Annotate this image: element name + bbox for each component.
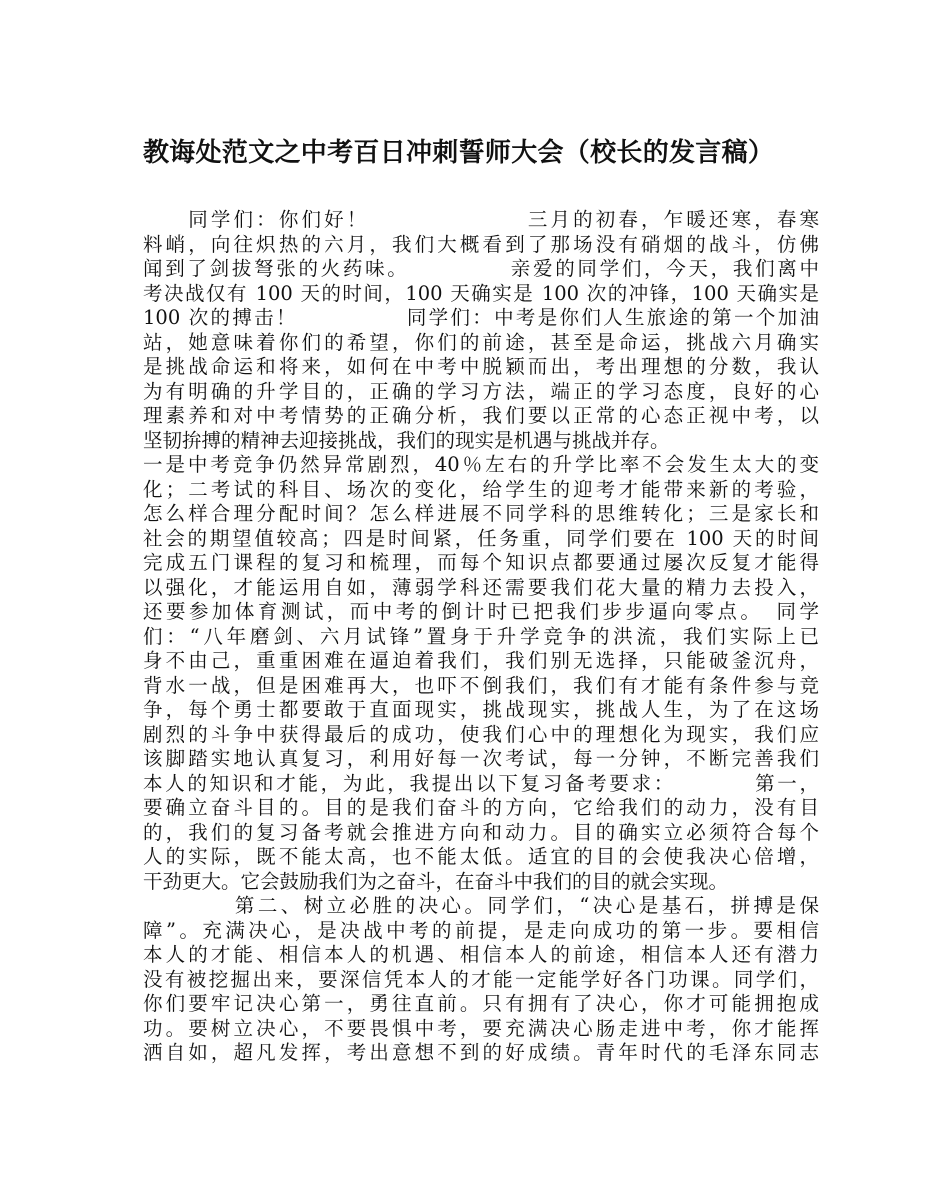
text-line: 要确立奋斗目的。目的是我们奋斗的方向，它给我们的动力，没有目	[143, 796, 819, 819]
text-line: 人的实际，既不能太高，也不能太低。适宜的目的会使我决心倍增，	[143, 845, 819, 868]
text-line: 本人的才能、相信本人的机遇、相信本人的前途，相信本人还有潜力	[143, 943, 819, 966]
text-line: 化；二考试的科目、场次的变化，给学生的迎考才能带来新的考验，	[143, 477, 819, 501]
text-line: 闻到了剑拔弩张的火药味。 亲爱的同学们，今天，我们离中	[143, 257, 819, 280]
text-line: 该脚踏实地认真复习，利用好每一次考试，每一分钟，不断完善我们	[143, 747, 819, 770]
text-line: 的，我们的复习备考就会推进方向和动力。目的确实立必须符合每个	[143, 820, 819, 844]
text-line: 是挑战命运和将来，如何在中考中脱颖而出，考出理想的分数，我认	[143, 355, 819, 378]
text-line: 坚韧拚搏的精神去迎接挑战，我们的现实是机遇与挑战并存。	[143, 428, 670, 452]
text-line: 第二、树立必胜的决心。同学们，“决心是基石，拼搏是保	[143, 894, 819, 917]
text-line: 没有被挖掘出来，要深信凭本人的才能一定能学好各门功课。同学们，	[143, 967, 819, 991]
text-line: 你们要牢记决心第一，勇往直前。只有拥有了决心，你才可能拥抱成	[143, 992, 819, 1015]
text-line: 洒自如，超凡发挥，考出意想不到的好成绩。青年时代的毛泽东同志	[143, 1041, 819, 1064]
text-line: 怎么样合理分配时间？怎么样进展不同学科的思维转化；三是家长和	[143, 502, 819, 525]
text-line: 干劲更大。它会鼓励我们为之奋斗，在奋斗中我们的目的就会实现。	[143, 869, 729, 893]
document-body	[143, 208, 819, 1066]
text-line: 站，她意味着你们的希望，你们的前途，甚至是命运，挑战六月确实	[143, 330, 819, 354]
text-line: 料峭，向往炽热的六月，我们大概看到了那场没有硝烟的战斗，仿佛	[143, 232, 819, 256]
text-line: 们：“八年磨剑、六月试锋”置身于升学竞争的洪流，我们实际上已	[143, 624, 819, 648]
text-line: 争，每个勇士都要敢于直面现实，挑战现实，挑战人生，为了在这场	[143, 698, 819, 721]
text-line: 为有明确的升学目的，正确的学习方法，端正的学习态度，良好的心	[143, 379, 819, 403]
text-line: 身不由己，重重困难在逼迫着我们，我们别无选择，只能破釜沉舟，	[143, 649, 819, 672]
text-line: 障”。充满决心，是决战中考的前提，是走向成功的第一步。要相信	[143, 918, 819, 942]
text-line: 以强化，才能运用自如，薄弱学科还需要我们花大量的精力去投入，	[143, 575, 819, 599]
text-line: 同学们：你们好！ 三月的初春，乍暖还寒，春寒	[143, 208, 819, 231]
text-line: 完成五门课程的复习和梳理，而每个知识点都要通过屡次反复才能得	[143, 551, 819, 574]
text-line: 背水一战，但是困难再大，也吓不倒我们，我们有才能有条件参与竞	[143, 673, 819, 697]
text-line: 一是中考竞争仍然异常剧烈，40％左右的升学比率不会发生太大的变	[143, 453, 819, 476]
text-line: 还要参加体育测试，而中考的倒计时已把我们步步逼向零点。 同学	[143, 600, 819, 623]
text-line: 理素养和对中考情势的正确分析，我们要以正常的心态正视中考，以	[143, 404, 819, 427]
text-line: 功。要树立决心，不要畏惧中考，要充满决心肠走进中考，你才能挥	[143, 1016, 819, 1040]
text-line: 社会的期望值较高；四是时间紧，任务重，同学们要在 100 天的时间	[143, 526, 819, 550]
text-line: 考决战仅有 100 天的时间，100 天确实是 100 次的冲锋，100 天确实是	[143, 281, 819, 305]
document-title: 教诲处范文之中考百日冲刺誓师大会（校长的发言稿）	[143, 138, 775, 168]
text-line: 100 次的搏击！ 同学们：中考是你们人生旅途的第一个加油	[143, 306, 819, 329]
text-line: 本人的知识和才能，为此，我提出以下复习备考要求： 第一，	[143, 771, 819, 795]
text-line: 剧烈的斗争中获得最后的成功，使我们心中的理想化为现实，我们应	[143, 722, 819, 746]
